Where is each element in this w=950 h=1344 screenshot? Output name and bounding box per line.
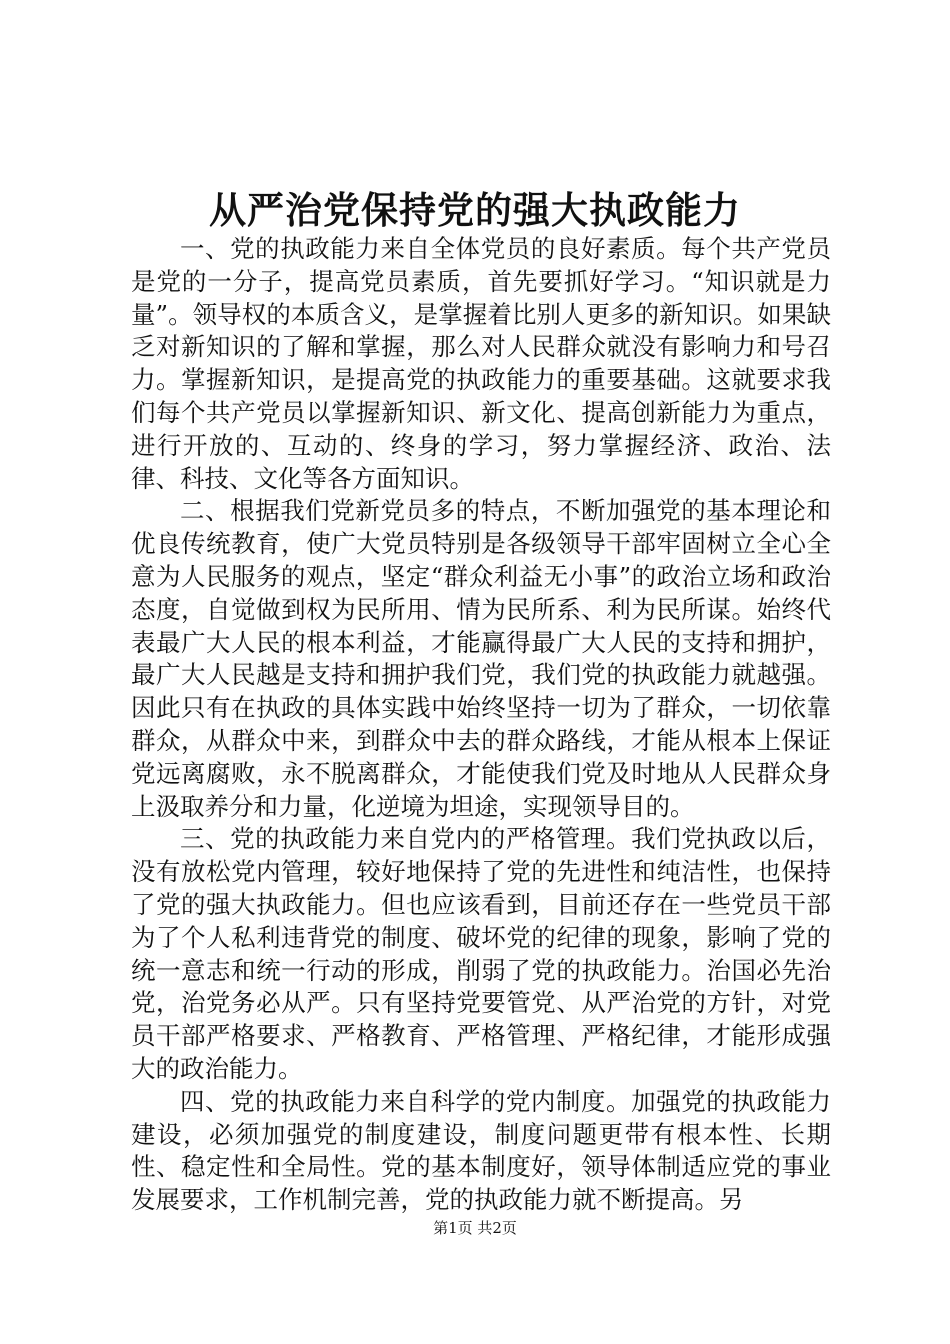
paragraph-4: 四、党的执政能力来自科学的党内制度。加强党的执政能力建设，必须加强党的制度建设，制度问题更带有根本性、长期性、稳定性和全局性。党的基本制度好，领导体制适应党的事业发展要求，工作机制完善，党的执政能力就不断提高。另 [131, 1086, 831, 1215]
page-number-footer: 第1页 共2页 [433, 1219, 517, 1237]
document-body [131, 233, 831, 1217]
paragraph-2: 二、根据我们党新党员多的特点，不断加强党的基本理论和优良传统教育，使广大党员特别是各级领导干部牢固树立全心全意为人民服务的观点，坚定“群众利益无小事”的政治立场和政治态度，自觉做到权为民所用、情为民所系、利为民所谋。始终代表最广大人民的根本利益，才能赢得最广大人民的支持和拥护，最广大人民越是支持和拥护我们党，我们党的执政能力就越强。因此只有在执政的具体实践中始终坚持一切为了群众，一切依靠群众，从群众中来，到群众中去的群众路线，才能从根本上保证党远离腐败，永不脱离群众，才能使我们党及时地从人民群众身上汲取养分和力量，化逆境为坦途，实现领导目的。 [131, 496, 831, 821]
paragraph-1: 一、党的执政能力来自全体党员的良好素质。每个共产党员是党的一分子，提高党员素质，首先要抓好学习。“知识就是力量”。领导权的本质含义，是掌握着比别人更多的新知识。如果缺乏对新知识的了解和掌握，那么对人民群众就没有影响力和号召力。掌握新知识，是提高党的执政能力的重要基础。这就要求我们每个共产党员以掌握新知识、新文化、提高创新能力为重点，进行开放的、互动的、终身的学习，努力掌握经济、政治、法律、科技、文化等各方面知识。 [131, 234, 831, 493]
document-title: 从严治党保持党的强大执政能力 [209, 188, 741, 232]
paragraph-3: 三、党的执政能力来自党内的严格管理。我们党执政以后，没有放松党内管理，较好地保持了党的先进性和纯洁性，也保持了党的强大执政能力。但也应该看到，目前还存在一些党员干部为了个人私利违背党的制度、破坏党的纪律的现象，影响了党的统一意志和统一行动的形成，削弱了党的执政能力。治国必先治党，治党务必从严。只有坚持党要管党、从严治党的方针，对党员干部严格要求、严格教育、严格管理、严格纪律，才能形成强大的政治能力。 [131, 824, 831, 1083]
